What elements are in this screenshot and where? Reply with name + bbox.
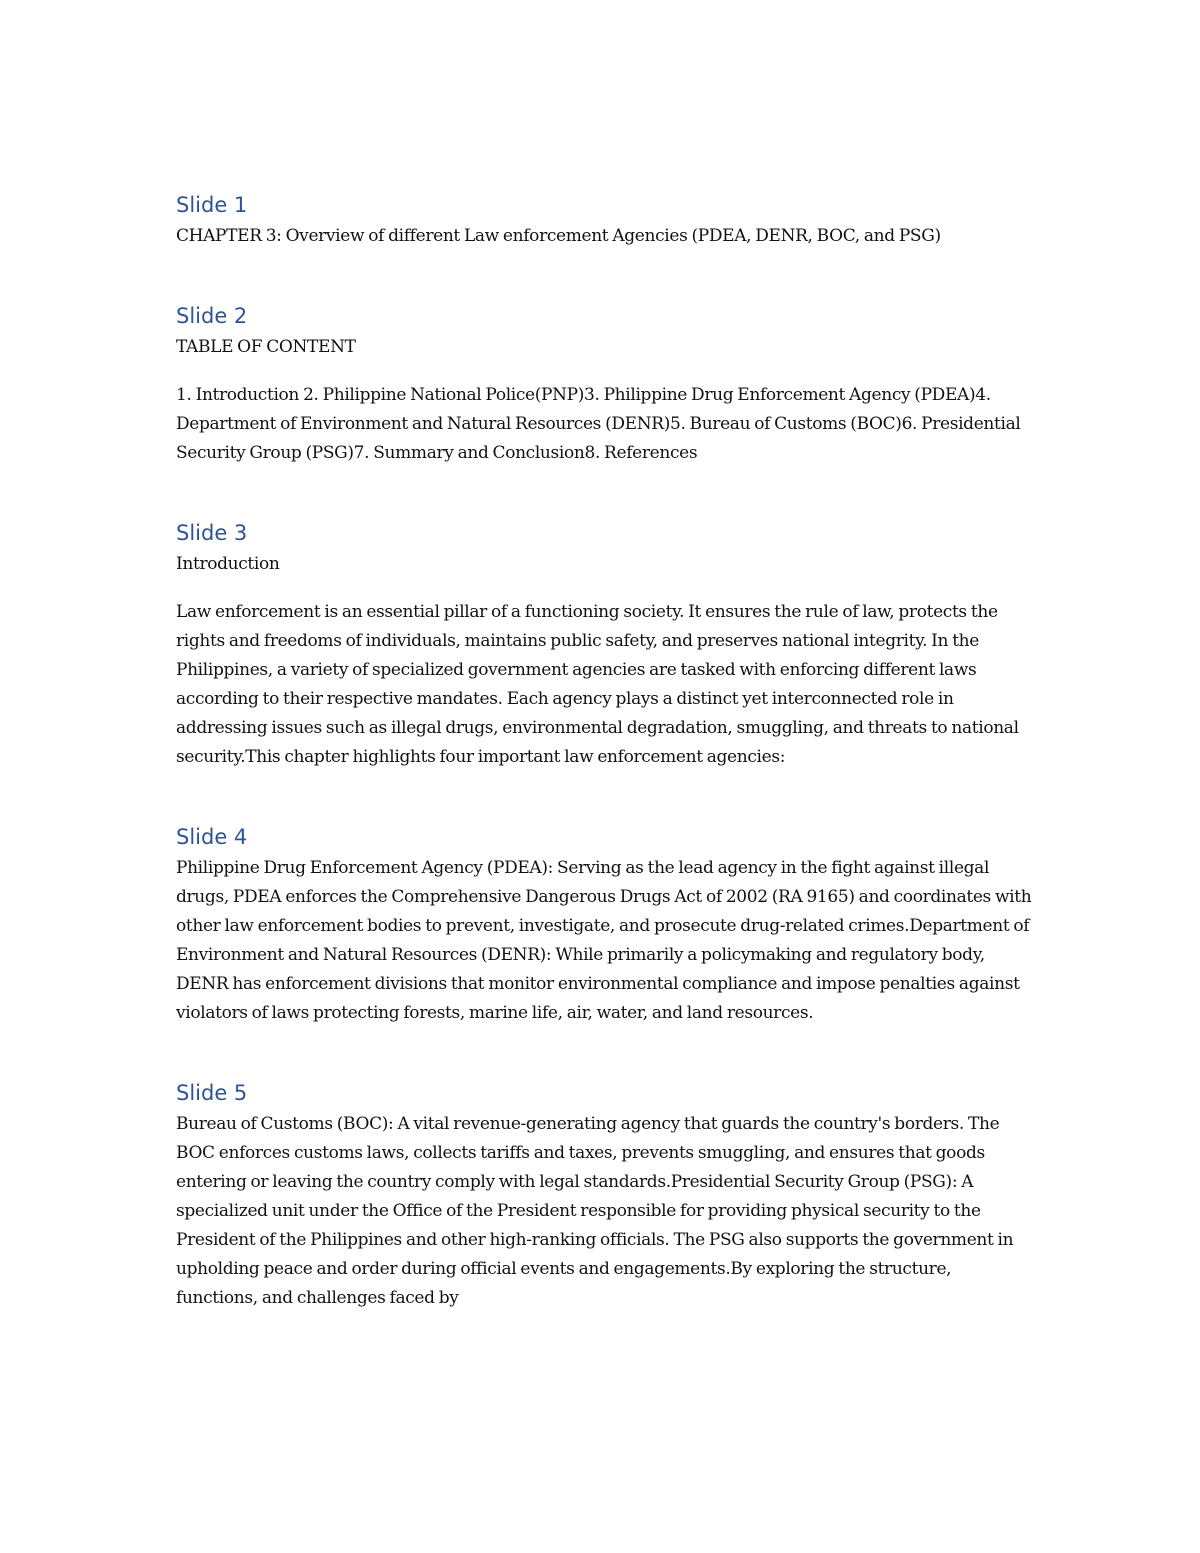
slide-4-body-text: Philippine Drug Enforcement Agency (PDEA): Serving as the lead agency in the fight against illegal drugs, PDEA enforces the Comprehensive Dangerous Drugs Act of 2002 (RA 9165) and coordinates with other law enforcement bodies to prevent, investigate, and prosecute drug-related crimes.Department of Environment and Natural Resources (DENR): While primarily a policymaking and regulatory body, DENR has enforcement divisions that monitor environmental compliance and impose penalties against violators of laws protecting forests, marine life, air, water, and land resources.	[176, 858, 1032, 1023]
slide-2-table-of-contents: 1. Introduction 2. Philippine National Police(PNP)3. Philippine Drug Enforcement Agency (PDEA)4. Department of Environment and Natural Resources (DENR)5. Bureau of Customs (BOC)6. Presidential Security Group (PSG)7. Summary and Conclusion8. References	[176, 385, 1021, 463]
slide-1-section	[176, 188, 1036, 251]
section-spacer	[176, 772, 1036, 820]
slide-5-section	[176, 1076, 1036, 1313]
slide-3-heading: Slide 3	[176, 521, 248, 545]
slide-2-heading: Slide 2	[176, 304, 248, 328]
slide-4-section	[176, 820, 1036, 1028]
slide-3-subtitle: Introduction	[176, 554, 280, 574]
slide-5-body-text: Bureau of Customs (BOC): A vital revenue-generating agency that guards the country's borders. The BOC enforces customs laws, collects tariffs and taxes, prevents smuggling, and ensures that goods entering or leaving the country comply with legal standards.Presidential Security Group (PSG): A specialized unit under the Office of the President responsible for providing physical security to the President of the Philippines and other high-ranking officials. The PSG also supports the government in upholding peace and order during official events and engagements.By exploring the structure, functions, and challenges faced by	[176, 1114, 1014, 1308]
slide-5-heading: Slide 5	[176, 1081, 248, 1105]
section-spacer	[176, 251, 1036, 299]
section-spacer	[176, 1028, 1036, 1076]
slide-1-chapter-title: CHAPTER 3: Overview of different Law enforcement Agencies (PDEA, DENR, BOC, and PSG)	[176, 226, 941, 246]
slide-2-subtitle: TABLE OF CONTENT	[176, 337, 356, 357]
slide-3-introduction-text: Law enforcement is an essential pillar of a functioning society. It ensures the rule of law, protects the rights and freedoms of individuals, maintains public safety, and preserves national integrity. In the Philippines, a variety of specialized government agencies are tasked with enforcing different laws according to their respective mandates. Each agency plays a distinct yet interconnected role in addressing issues such as illegal drugs, environmental degradation, smuggling, and threats to national security.This chapter highlights four important law enforcement agencies:	[176, 602, 1019, 767]
document-body	[176, 188, 1036, 1313]
section-spacer	[176, 468, 1036, 516]
slide-3-section	[176, 516, 1036, 772]
slide-1-heading: Slide 1	[176, 193, 248, 217]
slide-4-heading: Slide 4	[176, 825, 248, 849]
slide-2-section	[176, 299, 1036, 468]
